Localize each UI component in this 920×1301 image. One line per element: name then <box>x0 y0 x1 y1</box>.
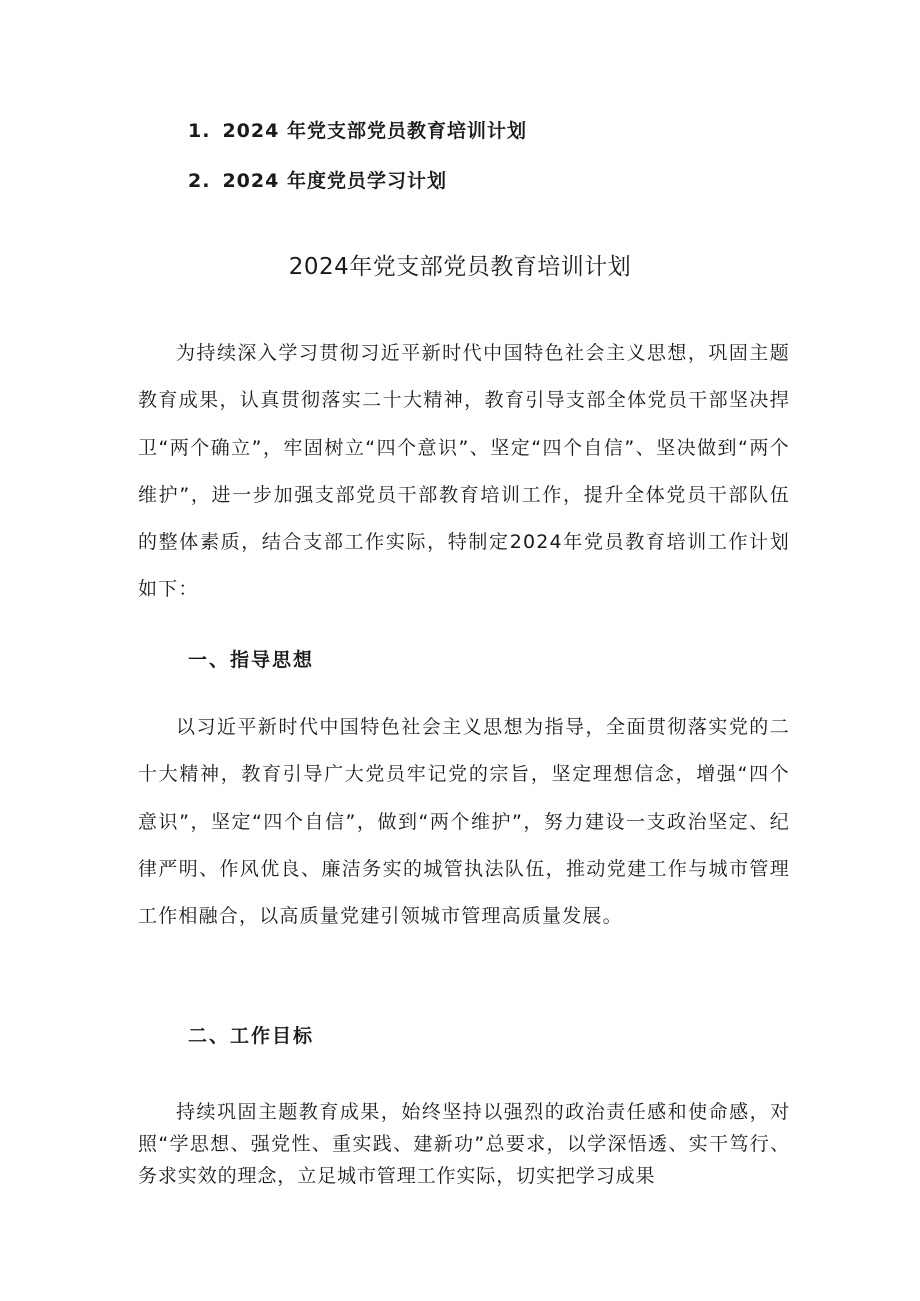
toc-item-label: 2024 年度党员学习计划 <box>222 170 447 192</box>
toc-item[interactable] <box>188 166 788 216</box>
section-paragraph: 以习近平新时代中国特色社会主义思想为指导，全面贯彻落实党的二十大精神，教育引导广大党员牢记党的宗旨，坚定理想信念，增强“四个意识”，坚定“四个自信”，做到“两个维护”，努力建设一支政治坚定、纪律严明、作风优良、廉洁务实的城管执法队伍，推动党建工作与城市管理工作相融合，以高质量党建引领城市管理高质量发展。 <box>138 716 790 928</box>
section-paragraph: 持续巩固主题教育成果，始终坚持以强烈的政治责任感和使命感，对照“学思想、强党性、重实践、建新功”总要求，以学深悟透、实干笃行、务求实效的理念，立足城市管理工作实际，切实把学习成果 <box>138 1101 790 1187</box>
document-title: 2024年党支部党员教育培训计划 <box>288 254 632 280</box>
table-of-contents <box>188 116 788 216</box>
section-heading: 一、指导思想 <box>188 649 315 671</box>
intro-paragraph: 为持续深入学习贯彻习近平新时代中国特色社会主义思想，巩固主题教育成果，认真贯彻落实二十大精神，教育引导支部全体党员干部坚决捍卫“两个确立”，牢固树立“四个意识”、坚定“四个自信”、坚决做到“两个维护”，进一步加强支部党员干部教育培训工作，提升全体党员干部队伍的整体素质，结合支部工作实际，特制定2024年党员教育培训工作计划如下： <box>138 342 790 601</box>
toc-item-number: 1. <box>188 120 211 142</box>
section-heading: 二、工作目标 <box>188 1025 315 1047</box>
toc-item-number: 2. <box>188 170 211 192</box>
toc-item-label: 2024 年党支部党员教育培训计划 <box>222 120 527 142</box>
toc-item[interactable] <box>188 116 788 166</box>
